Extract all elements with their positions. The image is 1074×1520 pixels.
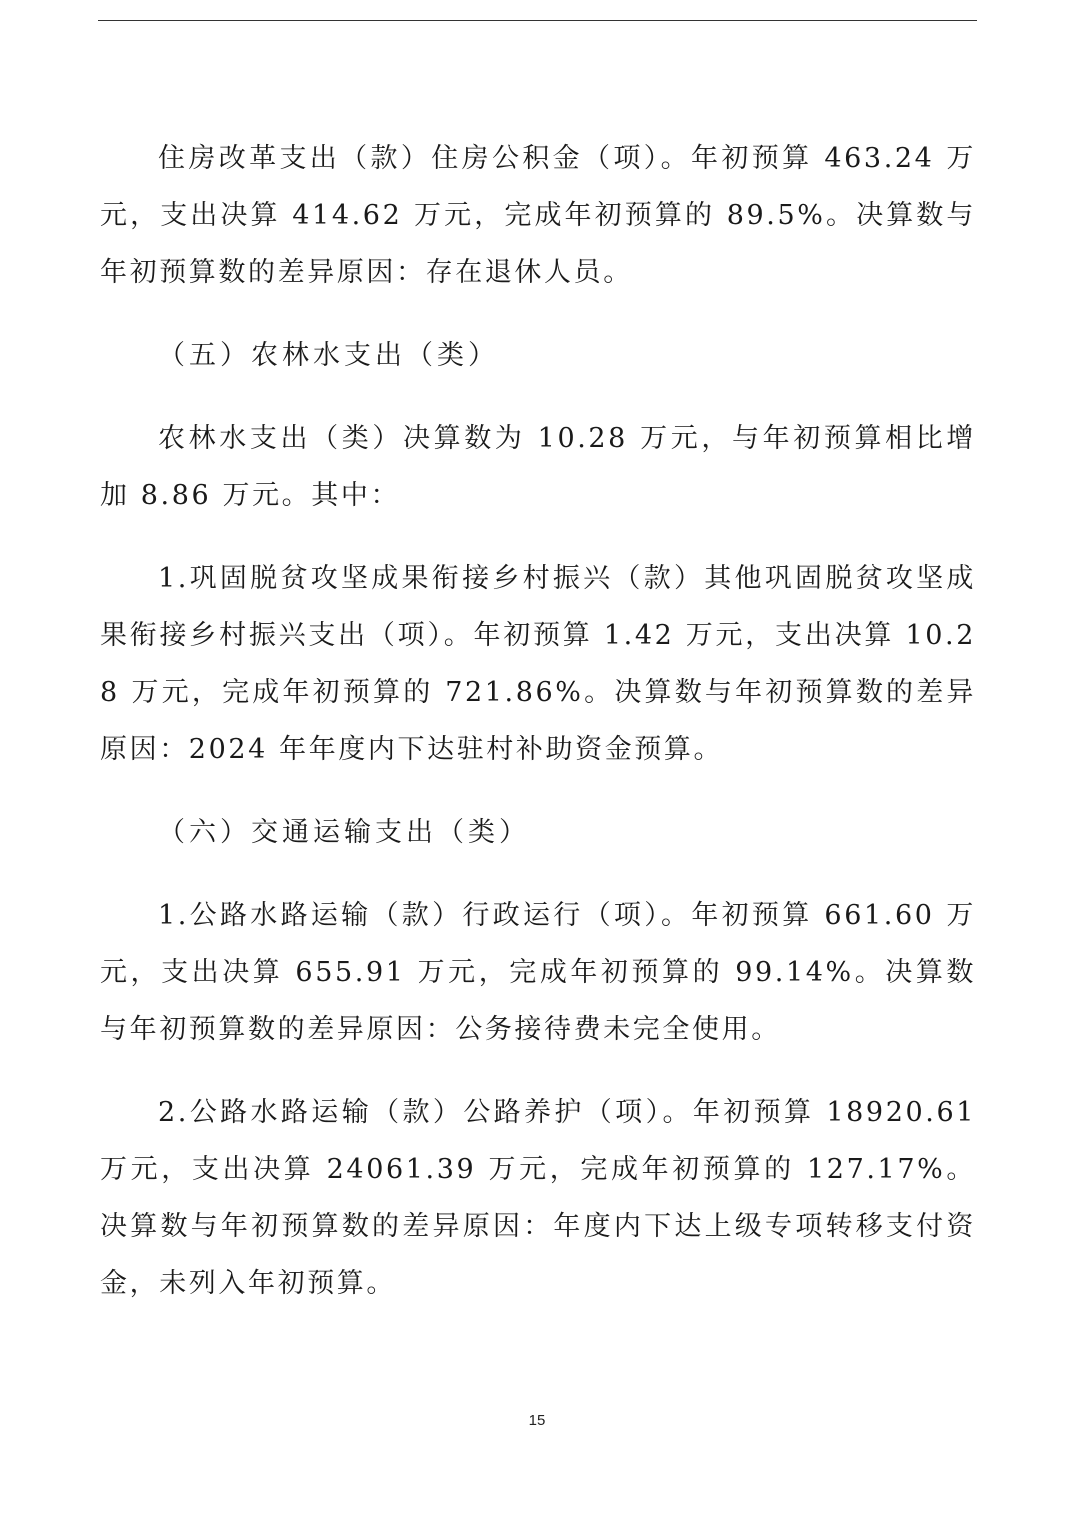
paragraph-agriculture-summary: 农林水支出（类）决算数为 10.28 万元，与年初预算相比增加 8.86 万元。其中： xyxy=(100,423,976,511)
paragraph-housing-fund: 住房改革支出（款）住房公积金（项）。年初预算 463.24 万元，支出决算 414.62 万元，完成年初预算的 89.5%。决算数与年初预算数的差异原因：存在退休人员。 xyxy=(100,143,976,288)
document-body xyxy=(100,130,976,1338)
paragraph-road-maintenance: 2.公路水路运输（款）公路养护（项）。年初预算 18920.61 万元，支出决算 24061.39 万元，完成年初预算的 127.17%。决算数与年初预算数的差异原因：年度内下达上级专项转移支付资金，未列入年初预算。 xyxy=(100,1097,976,1299)
page-number: 15 xyxy=(528,1412,546,1429)
header-rule xyxy=(98,20,977,21)
paragraph-rural-revitalization: 1.巩固脱贫攻坚成果衔接乡村振兴（款）其他巩固脱贫攻坚成果衔接乡村振兴支出（项）。年初预算 1.42 万元，支出决算 10.28 万元，完成年初预算的 721.86%。决算数与年初预算数的差异原因：2024 年年度内下达驻村补助资金预算。 xyxy=(100,563,976,765)
paragraph-road-admin: 1.公路水路运输（款）行政运行（项）。年初预算 661.60 万元，支出决算 655.91 万元，完成年初预算的 99.14%。决算数与年初预算数的差异原因：公务接待费未完全使用。 xyxy=(100,900,976,1045)
section-heading-agriculture: （五）农林水支出（类） xyxy=(158,340,499,371)
section-heading-transport: （六）交通运输支出（类） xyxy=(158,817,530,848)
